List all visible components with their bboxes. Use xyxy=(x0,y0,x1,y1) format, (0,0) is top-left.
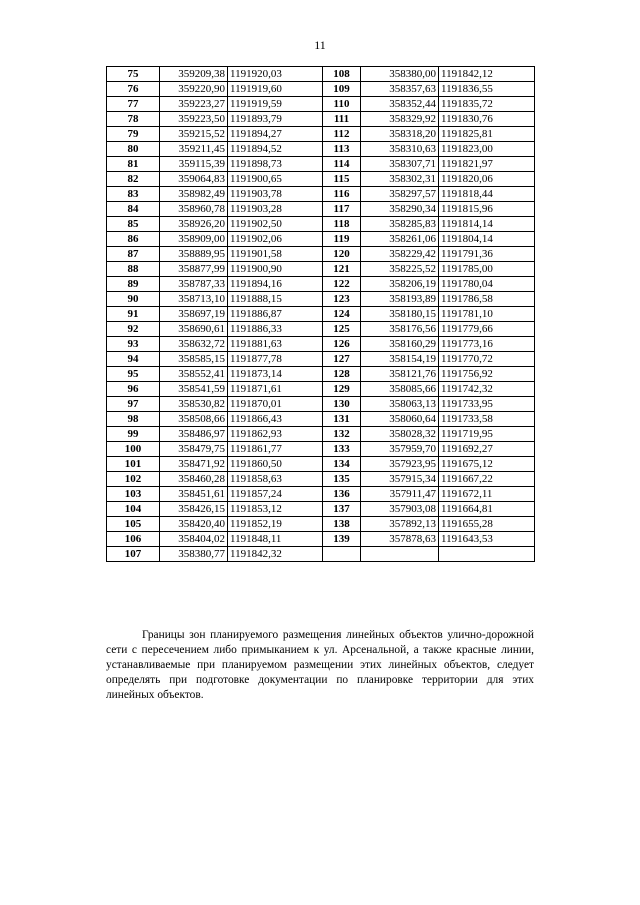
table-row xyxy=(107,487,535,502)
left-x-coordinate: 358632,72 xyxy=(160,337,228,352)
right-point-number: 124 xyxy=(323,307,361,322)
left-y-coordinate: 1191857,24 xyxy=(228,487,323,502)
body-paragraph: Границы зон планируемого размещения линейных объектов улично-дорожной сети с пересечением либо примыканием к ул. Арсенальной, а также красные линии, устанавливаемые при планируемом размещении этих линейных объектов, следует определять при подготовке документации по планировке территории для этих линейных объектов. xyxy=(106,629,534,701)
left-point-number: 93 xyxy=(107,337,160,352)
table-row xyxy=(107,172,535,187)
right-point-number: 115 xyxy=(323,172,361,187)
right-y-coordinate: 1191756,92 xyxy=(439,367,535,382)
table-row xyxy=(107,82,535,97)
right-point-number: 121 xyxy=(323,262,361,277)
right-x-coordinate: 358285,83 xyxy=(361,217,439,232)
left-point-number: 88 xyxy=(107,262,160,277)
right-y-coordinate: 1191836,55 xyxy=(439,82,535,97)
right-point-number: 113 xyxy=(323,142,361,157)
right-point-number: 138 xyxy=(323,517,361,532)
right-point-number: 116 xyxy=(323,187,361,202)
left-y-coordinate: 1191901,58 xyxy=(228,247,323,262)
left-x-coordinate: 359064,83 xyxy=(160,172,228,187)
right-y-coordinate: 1191835,72 xyxy=(439,97,535,112)
right-point-number: 139 xyxy=(323,532,361,547)
right-y-coordinate: 1191781,10 xyxy=(439,307,535,322)
right-y-coordinate: 1191785,00 xyxy=(439,262,535,277)
left-y-coordinate: 1191919,59 xyxy=(228,97,323,112)
table-row xyxy=(107,382,535,397)
right-y-coordinate: 1191692,27 xyxy=(439,442,535,457)
left-point-number: 89 xyxy=(107,277,160,292)
right-point-number: 123 xyxy=(323,292,361,307)
table-row xyxy=(107,367,535,382)
right-x-coordinate: 357892,13 xyxy=(361,517,439,532)
right-point-number: 109 xyxy=(323,82,361,97)
right-y-coordinate: 1191780,04 xyxy=(439,277,535,292)
left-x-coordinate: 358889,95 xyxy=(160,247,228,262)
left-y-coordinate: 1191886,33 xyxy=(228,322,323,337)
right-x-coordinate: 358357,63 xyxy=(361,82,439,97)
right-point-number: 126 xyxy=(323,337,361,352)
left-y-coordinate: 1191903,78 xyxy=(228,187,323,202)
right-x-coordinate: 358352,44 xyxy=(361,97,439,112)
right-y-coordinate: 1191719,95 xyxy=(439,427,535,442)
left-point-number: 77 xyxy=(107,97,160,112)
left-y-coordinate: 1191888,15 xyxy=(228,292,323,307)
left-point-number: 79 xyxy=(107,127,160,142)
left-x-coordinate: 359211,45 xyxy=(160,142,228,157)
right-point-number: 134 xyxy=(323,457,361,472)
right-point-number: 127 xyxy=(323,352,361,367)
left-x-coordinate: 358690,61 xyxy=(160,322,228,337)
left-x-coordinate: 358471,92 xyxy=(160,457,228,472)
right-x-coordinate: 358229,42 xyxy=(361,247,439,262)
table-row xyxy=(107,127,535,142)
right-x-coordinate: 358329,92 xyxy=(361,112,439,127)
left-y-coordinate: 1191919,60 xyxy=(228,82,323,97)
right-y-coordinate: 1191643,53 xyxy=(439,532,535,547)
right-point-number xyxy=(323,547,361,562)
coordinates-table-body xyxy=(107,67,535,562)
table-row xyxy=(107,292,535,307)
left-y-coordinate: 1191866,43 xyxy=(228,412,323,427)
left-point-number: 76 xyxy=(107,82,160,97)
left-x-coordinate: 358541,59 xyxy=(160,382,228,397)
right-point-number: 132 xyxy=(323,427,361,442)
left-point-number: 104 xyxy=(107,502,160,517)
right-y-coordinate: 1191667,22 xyxy=(439,472,535,487)
left-x-coordinate: 358508,66 xyxy=(160,412,228,427)
left-x-coordinate: 358926,20 xyxy=(160,217,228,232)
right-point-number: 125 xyxy=(323,322,361,337)
table-row xyxy=(107,157,535,172)
right-x-coordinate: 358225,52 xyxy=(361,262,439,277)
left-x-coordinate: 359223,27 xyxy=(160,97,228,112)
right-x-coordinate: 358206,19 xyxy=(361,277,439,292)
left-x-coordinate: 358380,77 xyxy=(160,547,228,562)
right-y-coordinate: 1191733,95 xyxy=(439,397,535,412)
right-y-coordinate: 1191779,66 xyxy=(439,322,535,337)
left-point-number: 78 xyxy=(107,112,160,127)
right-x-coordinate: 358302,31 xyxy=(361,172,439,187)
table-row xyxy=(107,202,535,217)
right-point-number: 129 xyxy=(323,382,361,397)
right-x-coordinate: 358176,56 xyxy=(361,322,439,337)
right-x-coordinate: 358380,00 xyxy=(361,67,439,82)
left-x-coordinate: 359220,90 xyxy=(160,82,228,97)
table-row xyxy=(107,412,535,427)
left-y-coordinate: 1191898,73 xyxy=(228,157,323,172)
left-point-number: 83 xyxy=(107,187,160,202)
table-row xyxy=(107,457,535,472)
left-y-coordinate: 1191871,61 xyxy=(228,382,323,397)
left-y-coordinate: 1191886,87 xyxy=(228,307,323,322)
left-y-coordinate: 1191852,19 xyxy=(228,517,323,532)
left-point-number: 92 xyxy=(107,322,160,337)
right-y-coordinate: 1191814,14 xyxy=(439,217,535,232)
right-x-coordinate: 358154,19 xyxy=(361,352,439,367)
right-x-coordinate: 358063,13 xyxy=(361,397,439,412)
table-row xyxy=(107,247,535,262)
right-point-number: 130 xyxy=(323,397,361,412)
left-point-number: 87 xyxy=(107,247,160,262)
left-x-coordinate: 358451,61 xyxy=(160,487,228,502)
right-point-number: 128 xyxy=(323,367,361,382)
table-row xyxy=(107,517,535,532)
table-row xyxy=(107,547,535,562)
left-y-coordinate: 1191894,16 xyxy=(228,277,323,292)
table-row xyxy=(107,112,535,127)
right-point-number: 131 xyxy=(323,412,361,427)
table-row xyxy=(107,277,535,292)
right-x-coordinate: 357959,70 xyxy=(361,442,439,457)
table-row xyxy=(107,232,535,247)
table-row xyxy=(107,187,535,202)
right-y-coordinate: 1191733,58 xyxy=(439,412,535,427)
right-y-coordinate: 1191830,76 xyxy=(439,112,535,127)
table-row xyxy=(107,322,535,337)
left-x-coordinate: 359115,39 xyxy=(160,157,228,172)
left-y-coordinate: 1191903,28 xyxy=(228,202,323,217)
right-point-number: 114 xyxy=(323,157,361,172)
table-row xyxy=(107,472,535,487)
table-row xyxy=(107,352,535,367)
right-y-coordinate: 1191773,16 xyxy=(439,337,535,352)
right-x-coordinate: 358310,63 xyxy=(361,142,439,157)
left-y-coordinate: 1191881,63 xyxy=(228,337,323,352)
left-y-coordinate: 1191902,06 xyxy=(228,232,323,247)
right-y-coordinate: 1191818,44 xyxy=(439,187,535,202)
left-point-number: 107 xyxy=(107,547,160,562)
right-x-coordinate: 358028,32 xyxy=(361,427,439,442)
right-y-coordinate: 1191655,28 xyxy=(439,517,535,532)
left-x-coordinate: 359223,50 xyxy=(160,112,228,127)
left-x-coordinate: 358585,15 xyxy=(160,352,228,367)
right-x-coordinate: 358180,15 xyxy=(361,307,439,322)
left-y-coordinate: 1191858,63 xyxy=(228,472,323,487)
left-point-number: 105 xyxy=(107,517,160,532)
left-point-number: 80 xyxy=(107,142,160,157)
left-x-coordinate: 359209,38 xyxy=(160,67,228,82)
right-y-coordinate: 1191804,14 xyxy=(439,232,535,247)
left-x-coordinate: 358552,41 xyxy=(160,367,228,382)
right-x-coordinate: 357911,47 xyxy=(361,487,439,502)
left-y-coordinate: 1191873,14 xyxy=(228,367,323,382)
table-row xyxy=(107,427,535,442)
right-y-coordinate: 1191675,12 xyxy=(439,457,535,472)
table-row xyxy=(107,532,535,547)
right-y-coordinate: 1191821,97 xyxy=(439,157,535,172)
left-point-number: 75 xyxy=(107,67,160,82)
right-point-number: 133 xyxy=(323,442,361,457)
left-point-number: 106 xyxy=(107,532,160,547)
left-point-number: 100 xyxy=(107,442,160,457)
right-x-coordinate: 357923,95 xyxy=(361,457,439,472)
left-x-coordinate: 358877,99 xyxy=(160,262,228,277)
left-point-number: 90 xyxy=(107,292,160,307)
right-point-number: 108 xyxy=(323,67,361,82)
left-x-coordinate: 358420,40 xyxy=(160,517,228,532)
left-y-coordinate: 1191900,65 xyxy=(228,172,323,187)
left-y-coordinate: 1191853,12 xyxy=(228,502,323,517)
left-point-number: 86 xyxy=(107,232,160,247)
right-x-coordinate: 357878,63 xyxy=(361,532,439,547)
table-row xyxy=(107,217,535,232)
left-point-number: 95 xyxy=(107,367,160,382)
right-point-number: 122 xyxy=(323,277,361,292)
right-y-coordinate: 1191820,06 xyxy=(439,172,535,187)
right-x-coordinate: 358297,57 xyxy=(361,187,439,202)
left-x-coordinate: 358787,33 xyxy=(160,277,228,292)
right-y-coordinate: 1191791,36 xyxy=(439,247,535,262)
table-row xyxy=(107,97,535,112)
left-x-coordinate: 359215,52 xyxy=(160,127,228,142)
right-x-coordinate xyxy=(361,547,439,562)
left-point-number: 91 xyxy=(107,307,160,322)
left-x-coordinate: 358697,19 xyxy=(160,307,228,322)
left-point-number: 103 xyxy=(107,487,160,502)
left-point-number: 84 xyxy=(107,202,160,217)
right-x-coordinate: 358193,89 xyxy=(361,292,439,307)
right-point-number: 110 xyxy=(323,97,361,112)
table-row xyxy=(107,337,535,352)
right-x-coordinate: 358121,76 xyxy=(361,367,439,382)
left-y-coordinate: 1191842,32 xyxy=(228,547,323,562)
table-row xyxy=(107,442,535,457)
right-x-coordinate: 358318,20 xyxy=(361,127,439,142)
right-point-number: 117 xyxy=(323,202,361,217)
right-point-number: 119 xyxy=(323,232,361,247)
page-number: 11 xyxy=(314,38,326,52)
right-x-coordinate: 358060,64 xyxy=(361,412,439,427)
right-x-coordinate: 357915,34 xyxy=(361,472,439,487)
left-y-coordinate: 1191893,79 xyxy=(228,112,323,127)
right-y-coordinate: 1191742,32 xyxy=(439,382,535,397)
left-y-coordinate: 1191848,11 xyxy=(228,532,323,547)
right-y-coordinate: 1191770,72 xyxy=(439,352,535,367)
table-row xyxy=(107,502,535,517)
left-x-coordinate: 358982,49 xyxy=(160,187,228,202)
left-point-number: 81 xyxy=(107,157,160,172)
left-point-number: 101 xyxy=(107,457,160,472)
left-y-coordinate: 1191861,77 xyxy=(228,442,323,457)
left-y-coordinate: 1191920,03 xyxy=(228,67,323,82)
right-x-coordinate: 358085,66 xyxy=(361,382,439,397)
right-x-coordinate: 358290,34 xyxy=(361,202,439,217)
right-y-coordinate: 1191842,12 xyxy=(439,67,535,82)
left-y-coordinate: 1191894,27 xyxy=(228,127,323,142)
left-x-coordinate: 358486,97 xyxy=(160,427,228,442)
left-point-number: 96 xyxy=(107,382,160,397)
table-row xyxy=(107,142,535,157)
left-x-coordinate: 358460,28 xyxy=(160,472,228,487)
right-point-number: 136 xyxy=(323,487,361,502)
right-x-coordinate: 358261,06 xyxy=(361,232,439,247)
left-point-number: 102 xyxy=(107,472,160,487)
right-x-coordinate: 358160,29 xyxy=(361,337,439,352)
right-y-coordinate: 1191786,58 xyxy=(439,292,535,307)
table-row xyxy=(107,67,535,82)
left-y-coordinate: 1191860,50 xyxy=(228,457,323,472)
table-row xyxy=(107,307,535,322)
right-point-number: 135 xyxy=(323,472,361,487)
left-x-coordinate: 358479,75 xyxy=(160,442,228,457)
left-y-coordinate: 1191902,50 xyxy=(228,217,323,232)
right-point-number: 112 xyxy=(323,127,361,142)
left-x-coordinate: 358960,78 xyxy=(160,202,228,217)
left-point-number: 82 xyxy=(107,172,160,187)
left-point-number: 99 xyxy=(107,427,160,442)
left-y-coordinate: 1191877,78 xyxy=(228,352,323,367)
left-y-coordinate: 1191894,52 xyxy=(228,142,323,157)
right-point-number: 111 xyxy=(323,112,361,127)
left-y-coordinate: 1191900,90 xyxy=(228,262,323,277)
left-x-coordinate: 358909,00 xyxy=(160,232,228,247)
left-x-coordinate: 358404,02 xyxy=(160,532,228,547)
left-point-number: 98 xyxy=(107,412,160,427)
left-x-coordinate: 358530,82 xyxy=(160,397,228,412)
right-y-coordinate: 1191664,81 xyxy=(439,502,535,517)
right-y-coordinate: 1191815,96 xyxy=(439,202,535,217)
left-y-coordinate: 1191870,01 xyxy=(228,397,323,412)
right-point-number: 118 xyxy=(323,217,361,232)
table-row xyxy=(107,397,535,412)
right-point-number: 137 xyxy=(323,502,361,517)
coordinates-table xyxy=(106,66,535,562)
left-point-number: 97 xyxy=(107,397,160,412)
left-y-coordinate: 1191862,93 xyxy=(228,427,323,442)
left-x-coordinate: 358713,10 xyxy=(160,292,228,307)
right-x-coordinate: 357903,08 xyxy=(361,502,439,517)
table-row xyxy=(107,262,535,277)
right-y-coordinate: 1191823,00 xyxy=(439,142,535,157)
right-y-coordinate: 1191825,81 xyxy=(439,127,535,142)
right-y-coordinate: 1191672,11 xyxy=(439,487,535,502)
left-x-coordinate: 358426,15 xyxy=(160,502,228,517)
left-point-number: 94 xyxy=(107,352,160,367)
right-point-number: 120 xyxy=(323,247,361,262)
right-x-coordinate: 358307,71 xyxy=(361,157,439,172)
left-point-number: 85 xyxy=(107,217,160,232)
right-y-coordinate xyxy=(439,547,535,562)
